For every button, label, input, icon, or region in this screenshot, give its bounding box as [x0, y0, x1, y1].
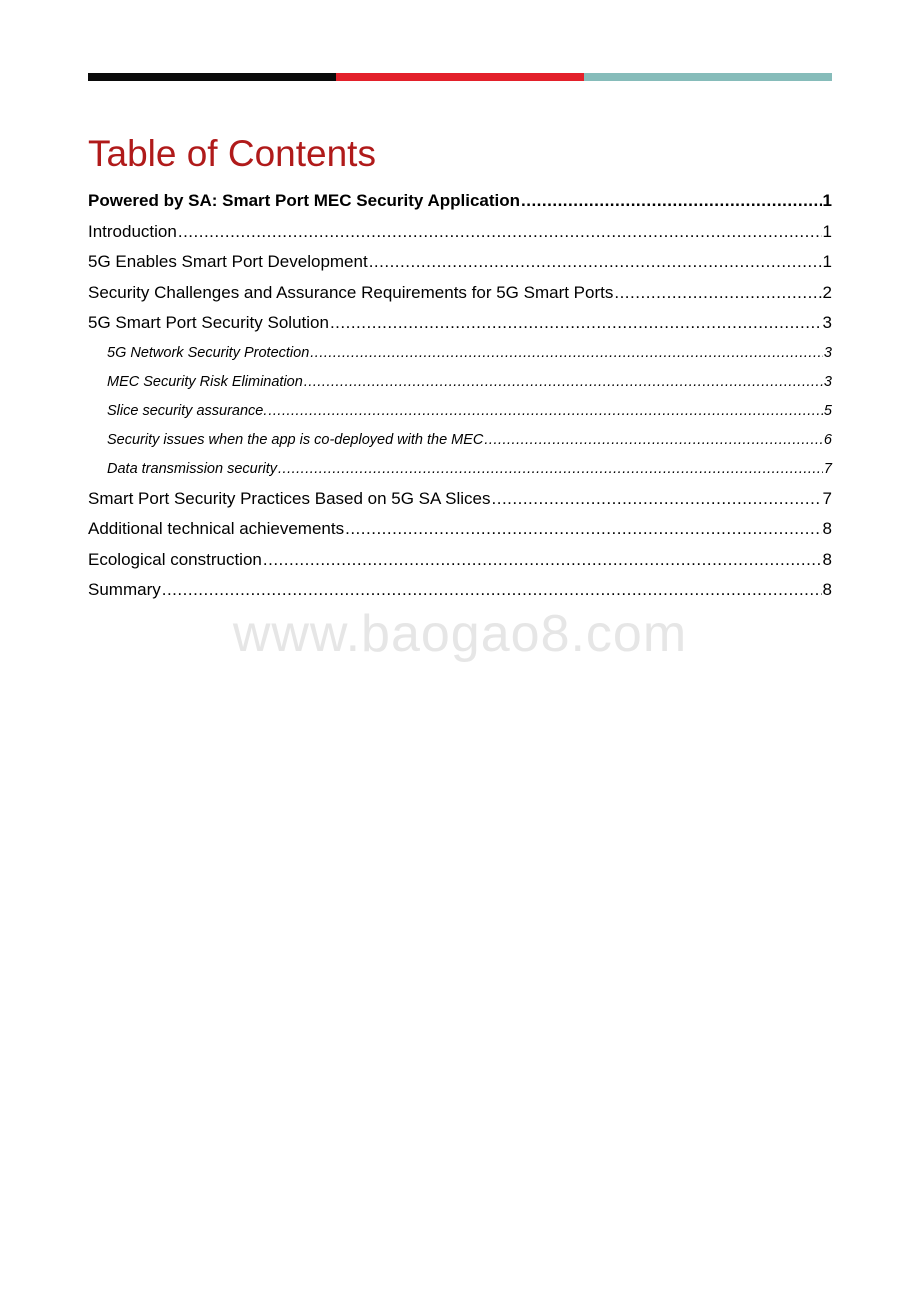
toc-dot-leader [330, 308, 822, 339]
toc-entry-label: Slice security assurance. [107, 402, 268, 419]
toc-entry[interactable] [88, 575, 832, 606]
header-bar-teal [584, 73, 832, 81]
toc-entry-label: Additional technical achievements [88, 519, 345, 538]
toc-subentry[interactable] [88, 397, 832, 426]
toc-dot-leader [369, 247, 822, 278]
toc-entry-label: Introduction [88, 221, 177, 241]
toc-entry-label: Security issues when the app is co-deployed with the MEC [107, 431, 484, 448]
toc-entry-label: 5G Smart Port Security Solution [88, 313, 329, 332]
toc-dot-leader [521, 186, 822, 217]
toc-entry-label: MEC Security Risk Elimination [107, 373, 303, 390]
header-bar-red [336, 73, 584, 81]
toc-dot-leader [304, 368, 823, 397]
toc-page-number: 2 [822, 282, 832, 302]
toc-entry-label: Security Challenges and Assurance Requirements for 5G Smart Ports [88, 282, 614, 302]
toc-entry-label: Ecological construction [88, 549, 262, 569]
header-color-bar [88, 73, 832, 81]
toc-page-number: 3 [823, 373, 832, 390]
toc-dot-leader [310, 339, 823, 368]
toc-page-number: 5 [823, 402, 832, 419]
toc-entry-label: 5G Enables Smart Port Development [88, 252, 368, 271]
toc-dot-leader [178, 217, 822, 248]
page-title: Table of Contents [88, 133, 376, 174]
toc-entry[interactable] [88, 514, 832, 545]
toc-entry[interactable] [88, 545, 832, 576]
toc-page-number: 6 [823, 431, 832, 448]
toc-page-number: 7 [823, 460, 832, 477]
toc-entry[interactable] [88, 308, 832, 339]
toc-dot-leader [162, 575, 822, 606]
toc-page-number: 8 [822, 580, 832, 599]
toc-page-number: 8 [822, 519, 832, 538]
toc-subentry[interactable] [88, 455, 832, 484]
toc-page-number: 3 [823, 344, 832, 361]
toc-subentry[interactable] [88, 368, 832, 397]
table-of-contents [88, 186, 832, 606]
toc-entry-label: Summary [88, 580, 161, 599]
header-bar-black [88, 73, 336, 81]
toc-dot-leader [278, 455, 823, 484]
toc-entry[interactable] [88, 278, 832, 309]
toc-page-number: 1 [822, 191, 832, 210]
toc-page-number: 3 [822, 313, 832, 332]
toc-entry-label: Data transmission security [107, 460, 278, 477]
toc-subentry[interactable] [88, 339, 832, 368]
toc-page-number: 1 [822, 221, 832, 241]
toc-dot-leader [484, 426, 823, 455]
toc-dot-leader [345, 514, 821, 545]
toc-page-number: 8 [822, 549, 832, 569]
toc-dot-leader [492, 484, 822, 515]
toc-dot-leader [614, 278, 821, 309]
toc-page-number: 1 [822, 252, 832, 271]
toc-entry[interactable] [88, 484, 832, 515]
toc-dot-leader [268, 397, 823, 426]
watermark: www.baogao8.com [232, 605, 688, 663]
toc-entry[interactable] [88, 217, 832, 248]
toc-entry-label: 5G Network Security Protection [107, 344, 310, 361]
toc-entry[interactable] [88, 186, 832, 217]
toc-page-number: 7 [822, 488, 832, 508]
toc-dot-leader [263, 545, 822, 576]
toc-subentry[interactable] [88, 426, 832, 455]
toc-entry[interactable] [88, 247, 832, 278]
toc-entry-label: Powered by SA: Smart Port MEC Security Application [88, 191, 521, 210]
toc-entry-label: Smart Port Security Practices Based on 5G SA Slices [88, 488, 491, 508]
